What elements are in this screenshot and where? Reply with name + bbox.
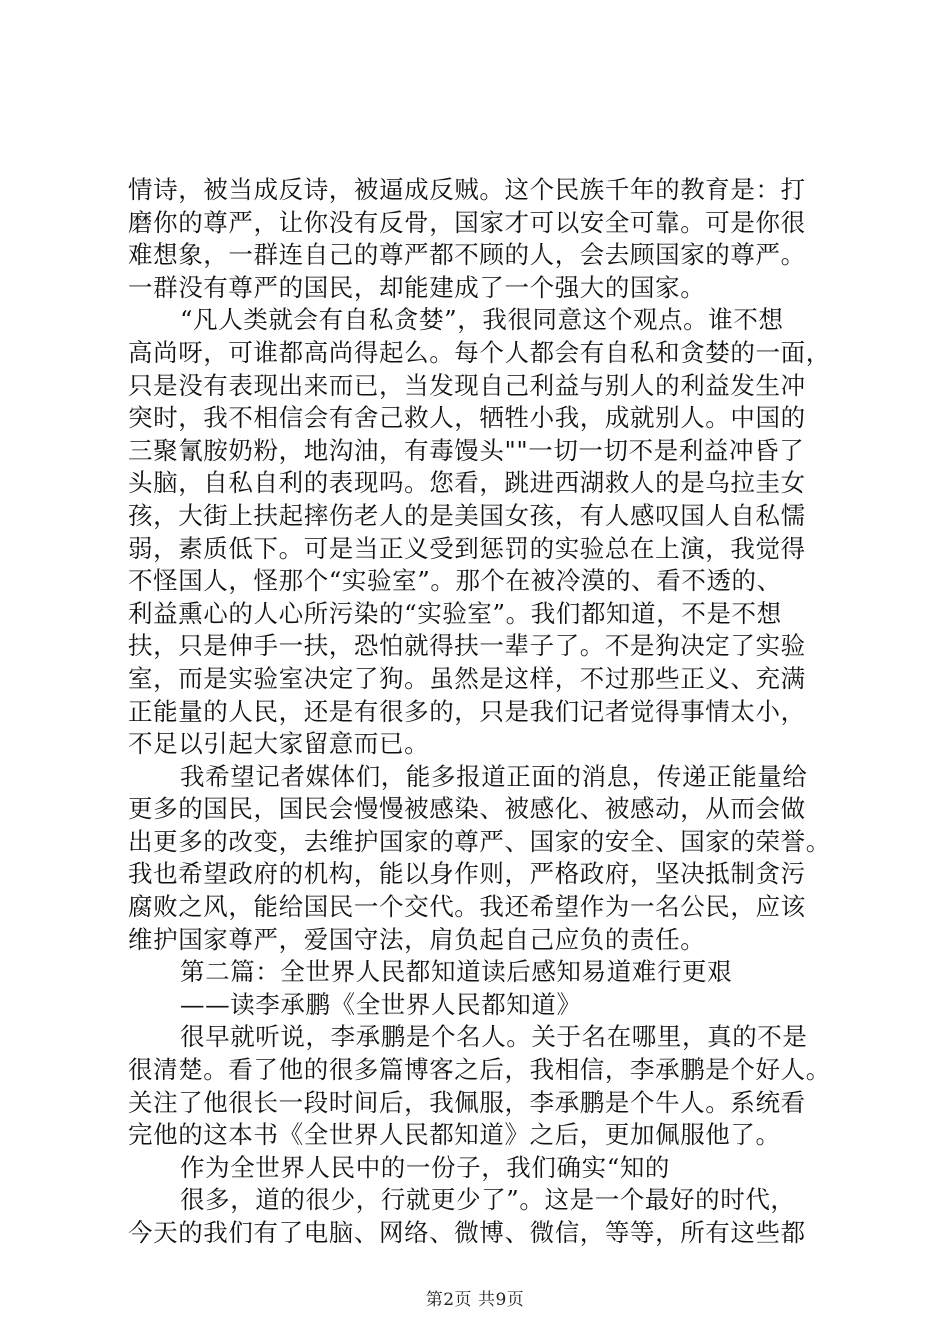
text-line: ——读李承鹏《全世界人民都知道》 bbox=[180, 989, 582, 1019]
text-line: 利益熏心的人心所污染的“实验室”。我们都知道，不是不想 bbox=[128, 598, 782, 628]
text-line: 我也希望政府的机构，能以身作则，严格政府，坚决抵制贪污 bbox=[128, 859, 806, 889]
text-line: 难想象，一群连自己的尊严都不顾的人，会去顾国家的尊严。 bbox=[128, 240, 806, 270]
text-line: 头脑，自私自利的表现吗。您看，跳进西湖救人的是乌拉圭女 bbox=[128, 468, 806, 498]
text-line: 作为全世界人民中的一份子，我们确实“知的 bbox=[180, 1152, 671, 1182]
body-text bbox=[128, 174, 844, 1250]
text-line: 三聚氰胺奶粉，地沟油，有毒馒头""一切一切不是利益冲昏了 bbox=[128, 435, 805, 465]
text-line: 今天的我们有了电脑、网络、微博、微信，等等，所有这些都 bbox=[128, 1218, 806, 1247]
text-line: 我希望记者媒体们，能多报道正面的消息，传递正能量给 bbox=[180, 761, 808, 791]
text-line: 磨你的尊严，让你没有反骨，国家才可以安全可靠。可是你很 bbox=[128, 207, 806, 237]
text-line: 关注了他很长一段时间后，我佩服，李承鹏是个牛人。系统看 bbox=[128, 1087, 806, 1117]
text-line: 很早就听说，李承鹏是个名人。关于名在哪里，真的不是 bbox=[180, 1022, 808, 1052]
text-line: 完他的这本书《全世界人民都知道》之后，更加佩服他了。 bbox=[128, 1120, 781, 1150]
text-line: 不足以引起大家留意而已。 bbox=[128, 729, 430, 759]
text-line: 很清楚。看了他的很多篇博客之后，我相信，李承鹏是个好人。 bbox=[128, 1055, 831, 1085]
text-line: 突时，我不相信会有舍己救人，牺牲小我，成就别人。中国的 bbox=[128, 403, 806, 433]
text-line: 不怪国人，怪那个“实验室”。那个在被冷漠的、看不透的、 bbox=[128, 566, 782, 596]
text-line: 高尚呀，可谁都高尚得起么。每个人都会有自私和贪婪的一面， bbox=[128, 337, 831, 367]
text-line: 很多，道的很少，行就更少了”。这是一个最好的时代， bbox=[180, 1185, 796, 1215]
text-line: 弱，素质低下。可是当正义受到惩罚的实验总在上演，我觉得 bbox=[128, 533, 806, 563]
text-line: 孩，大街上扶起摔伤老人的是美国女孩，有人感叹国人自私懦 bbox=[128, 500, 806, 530]
text-line: 情诗，被当成反诗，被逼成反贼。这个民族千年的教育是：打 bbox=[128, 175, 806, 204]
text-line: 出更多的改变，去维护国家的尊严、国家的安全、国家的荣誉。 bbox=[128, 826, 831, 856]
text-line: “凡人类就会有自私贪婪”，我很同意这个观点。谁不想 bbox=[180, 305, 784, 335]
text-line: 更多的国民，国民会慢慢被感染、被感化、被感动，从而会做 bbox=[128, 794, 806, 824]
page-footer: 第2页 共9页 bbox=[425, 1290, 525, 1310]
text-line: 维护国家尊严，爱国守法，肩负起自己应负的责任。 bbox=[128, 924, 706, 954]
text-line: 正能量的人民，还是有很多的，只是我们记者觉得事情太小， bbox=[128, 696, 806, 726]
text-line: 一群没有尊严的国民，却能建成了一个强大的国家。 bbox=[128, 272, 706, 302]
text-line: 室，而是实验室决定了狗。虽然是这样，不过那些正义、充满 bbox=[128, 663, 806, 693]
text-line: 腐败之风，能给国民一个交代。我还希望作为一名公民，应该 bbox=[128, 892, 806, 922]
text-line: 只是没有表现出来而已，当发现自己利益与别人的利益发生冲 bbox=[128, 370, 806, 400]
text-line: 第二篇：全世界人民都知道读后感知易道难行更艰 bbox=[180, 957, 733, 987]
text-line: 扶，只是伸手一扶，恐怕就得扶一辈子了。不是狗决定了实验 bbox=[128, 631, 806, 661]
